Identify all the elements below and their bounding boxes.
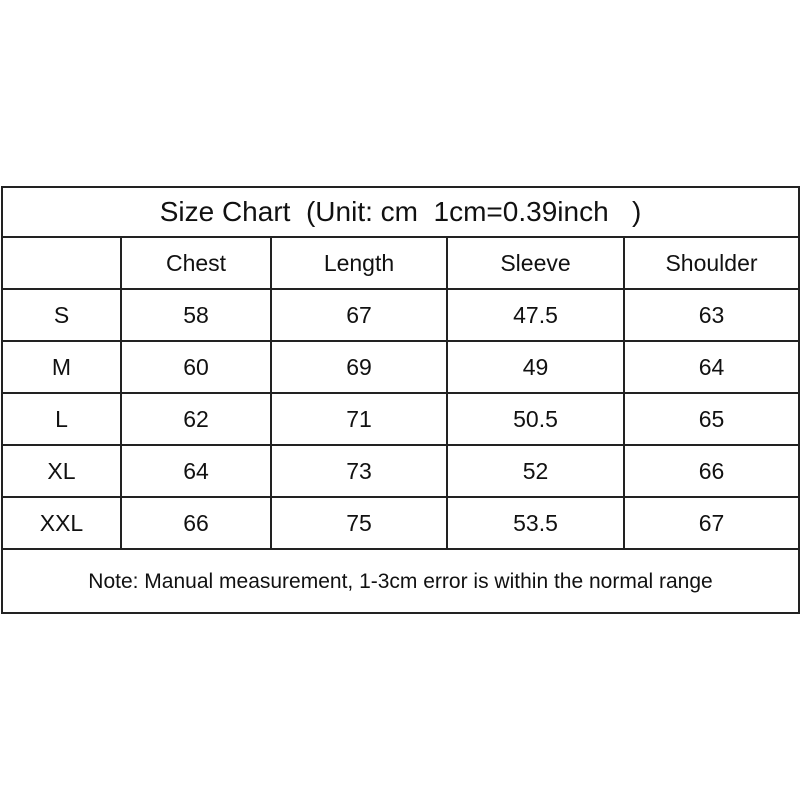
shoulder-value: 67 <box>624 497 799 549</box>
chest-value: 60 <box>121 341 271 393</box>
table-row <box>2 341 799 393</box>
note-row <box>2 549 799 613</box>
header-shoulder: Shoulder <box>624 237 799 289</box>
table-row <box>2 497 799 549</box>
header-length: Length <box>271 237 447 289</box>
size-label: M <box>2 341 121 393</box>
size-label: S <box>2 289 121 341</box>
shoulder-value: 66 <box>624 445 799 497</box>
header-size-cell <box>2 237 121 289</box>
length-value: 71 <box>271 393 447 445</box>
sleeve-value: 49 <box>447 341 624 393</box>
sleeve-value: 47.5 <box>447 289 624 341</box>
size-label: L <box>2 393 121 445</box>
shoulder-value: 63 <box>624 289 799 341</box>
chest-value: 62 <box>121 393 271 445</box>
table-row <box>2 445 799 497</box>
length-value: 67 <box>271 289 447 341</box>
table-row <box>2 393 799 445</box>
length-value: 75 <box>271 497 447 549</box>
length-value: 69 <box>271 341 447 393</box>
shoulder-value: 64 <box>624 341 799 393</box>
header-chest: Chest <box>121 237 271 289</box>
sleeve-value: 52 <box>447 445 624 497</box>
table-row <box>2 289 799 341</box>
header-row <box>2 237 799 289</box>
sleeve-value: 53.5 <box>447 497 624 549</box>
size-chart-table <box>1 186 800 614</box>
size-label: XXL <box>2 497 121 549</box>
chest-value: 64 <box>121 445 271 497</box>
length-value: 73 <box>271 445 447 497</box>
chest-value: 58 <box>121 289 271 341</box>
measurement-note: Note: Manual measurement, 1-3cm error is within the normal range <box>2 549 799 613</box>
shoulder-value: 65 <box>624 393 799 445</box>
header-sleeve: Sleeve <box>447 237 624 289</box>
table-title: Size Chart (Unit: cm 1cm=0.39inch ) <box>2 187 799 237</box>
sleeve-value: 50.5 <box>447 393 624 445</box>
size-label: XL <box>2 445 121 497</box>
title-row <box>2 187 799 237</box>
chest-value: 66 <box>121 497 271 549</box>
